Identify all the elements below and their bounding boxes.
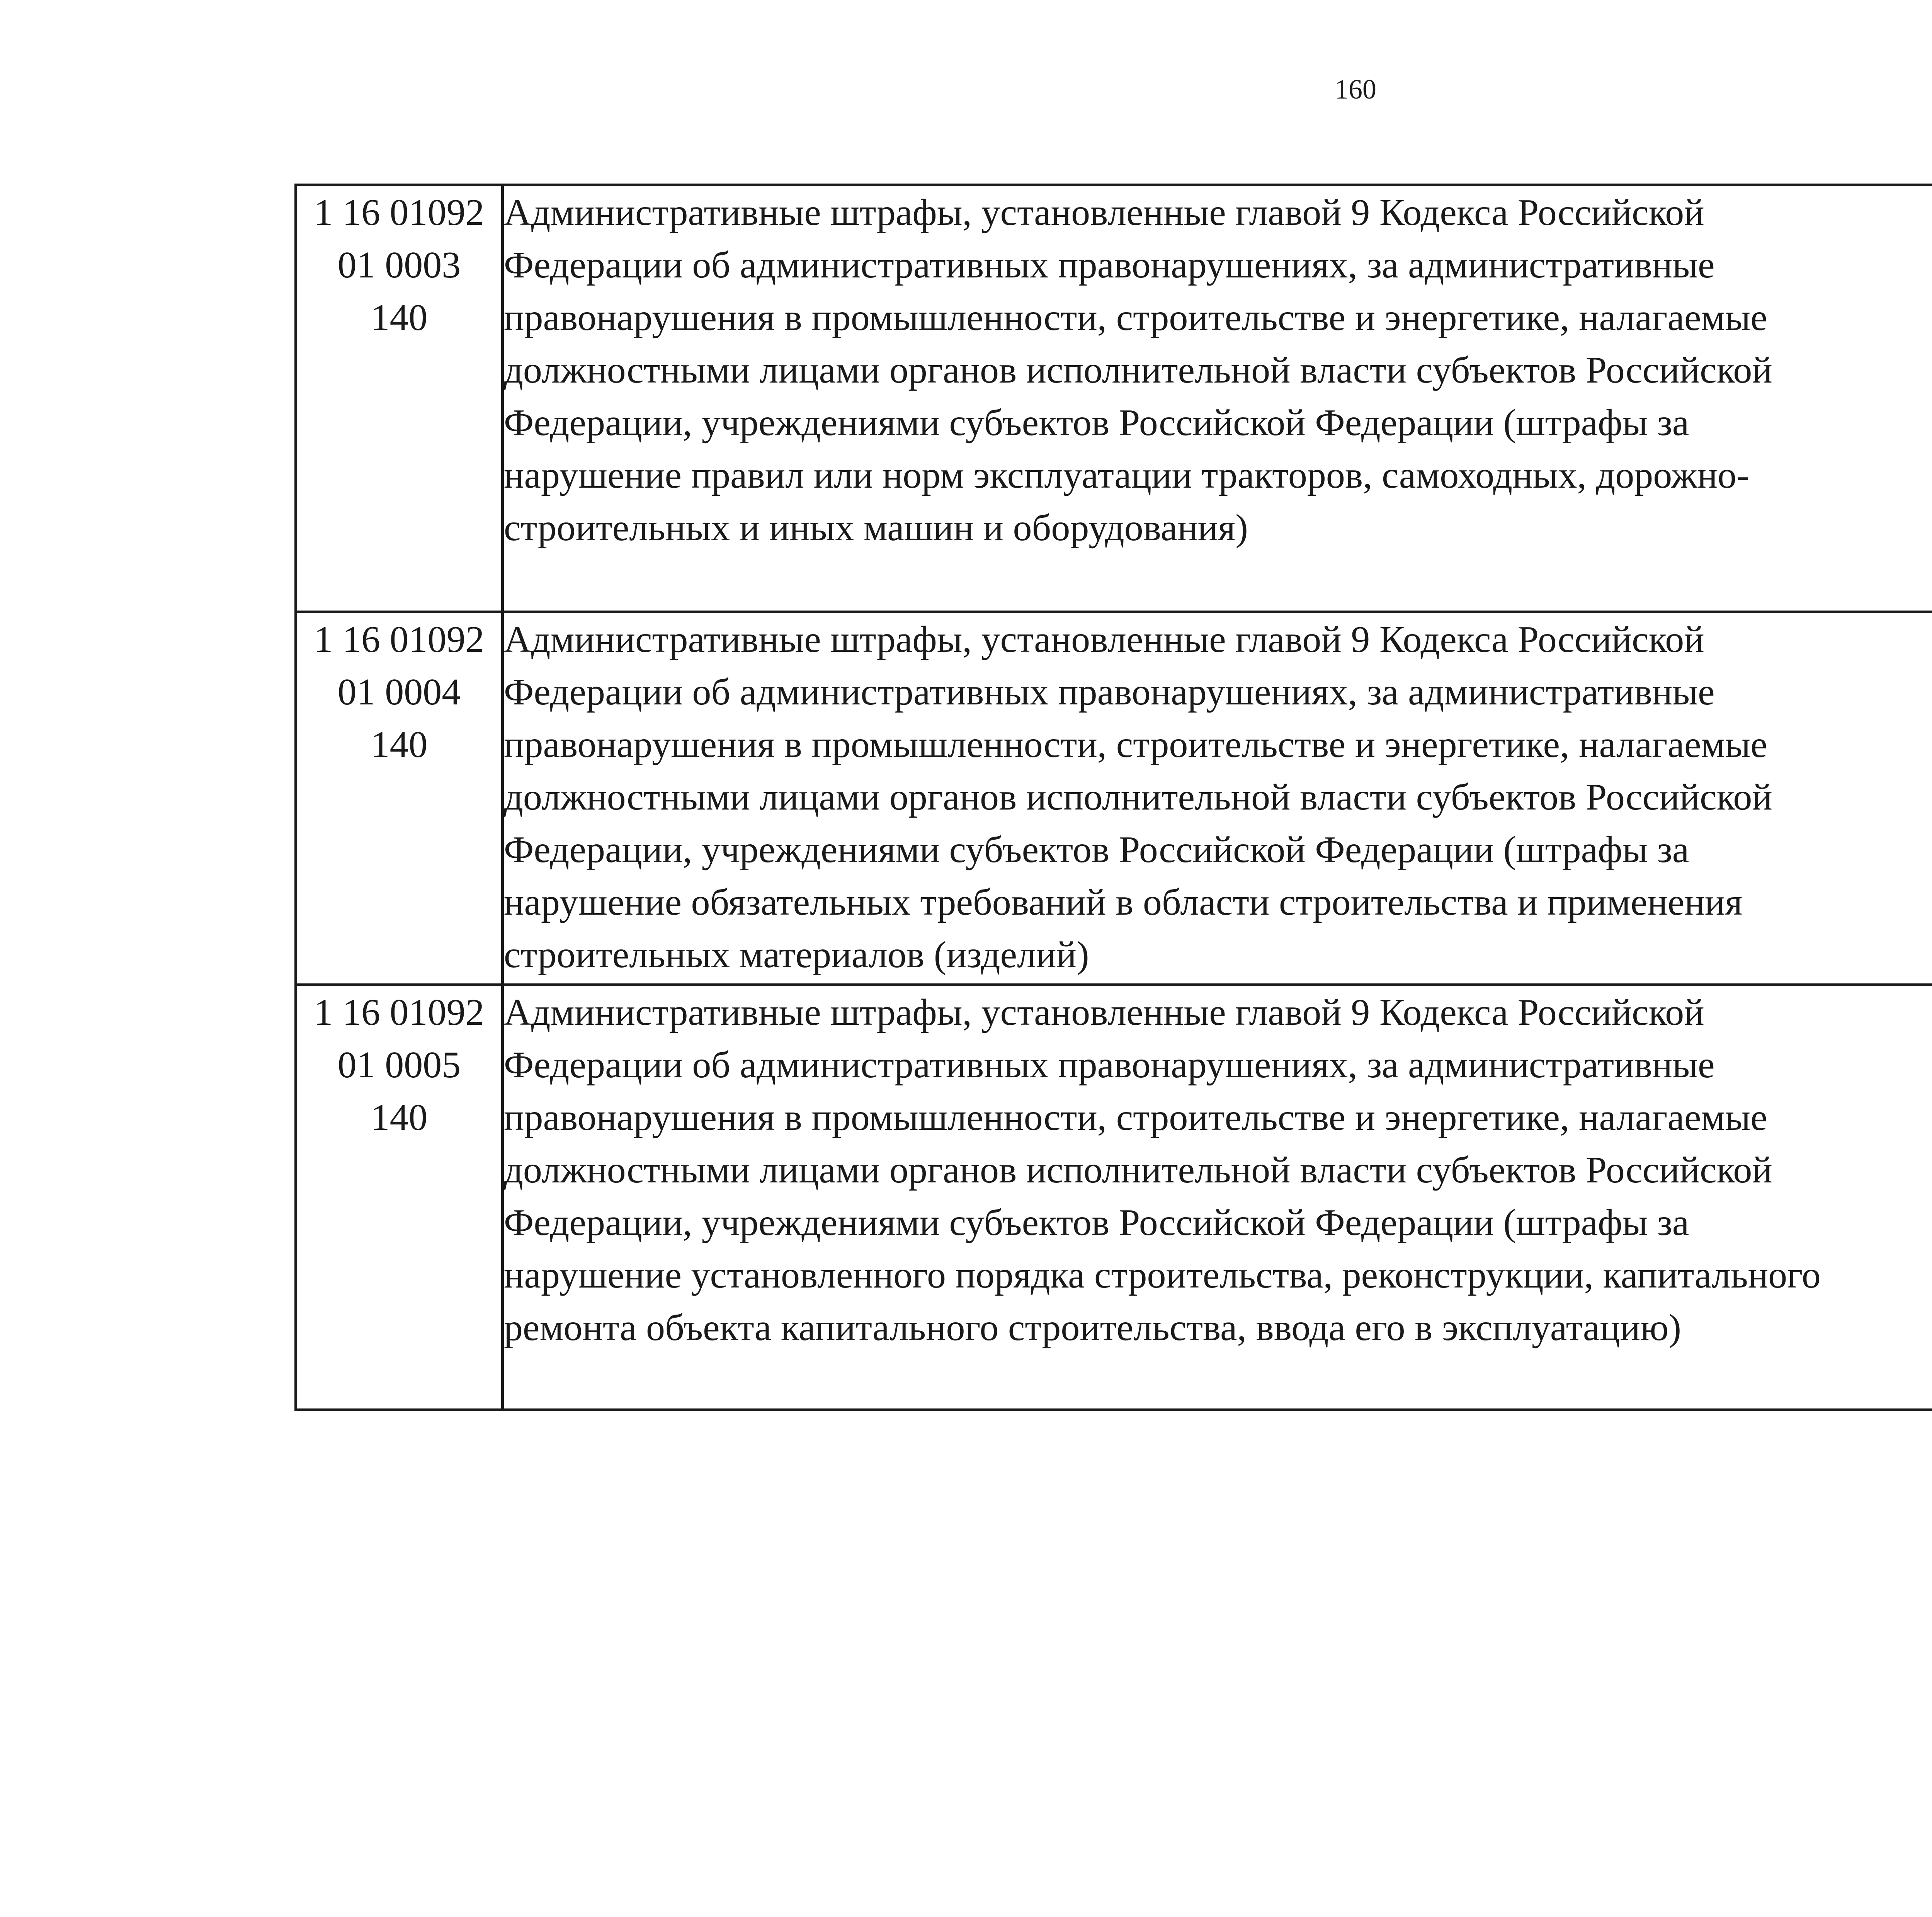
- budget-code-cell: [296, 185, 503, 612]
- description-cell: [503, 185, 1932, 612]
- budget-revenue-table: [294, 184, 1932, 1411]
- description-line: строительных и иных машин и оборудования): [504, 507, 1248, 549]
- description-cell: [503, 985, 1932, 1410]
- table-row: [296, 185, 1932, 612]
- description-line: Федерации об административных правонарушениях, за административные: [504, 244, 1715, 286]
- description-line: правонарушения в промышленности, строительстве и энергетике, налагаемые: [504, 724, 1767, 765]
- description-line: Федерации, учреждениями субъектов Российской Федерации (штрафы за: [504, 829, 1689, 871]
- budget-code-line: 01 0003: [337, 244, 461, 286]
- budget-code-line: 140: [371, 297, 428, 338]
- description-line: Федерации об административных правонарушениях, за административные: [504, 1044, 1715, 1086]
- page-number: 160: [1335, 74, 1376, 105]
- description-line: Федерации, учреждениями субъектов Российской Федерации (штрафы за: [504, 402, 1689, 444]
- description-line: Административные штрафы, установленные главой 9 Кодекса Российской: [504, 992, 1704, 1033]
- description-line: Административные штрафы, установленные главой 9 Кодекса Российской: [504, 192, 1704, 233]
- budget-code-line: 140: [371, 724, 428, 765]
- description-line: строительных материалов (изделий): [504, 934, 1089, 976]
- description-line: должностными лицами органов исполнительной власти субъектов Российской: [504, 1149, 1772, 1191]
- description-cell: [503, 612, 1932, 985]
- budget-code-cell: [296, 985, 503, 1410]
- budget-code-line: 1 16 01092: [314, 192, 485, 233]
- description-line: нарушение правил или норм эксплуатации тракторов, самоходных, дорожно-: [504, 454, 1749, 496]
- budget-code-line: 1 16 01092: [314, 992, 485, 1033]
- budget-code-line: 1 16 01092: [314, 619, 485, 660]
- description-line: Федерации об административных правонарушениях, за административные: [504, 671, 1715, 713]
- description-line: Федерации, учреждениями субъектов Российской Федерации (штрафы за: [504, 1202, 1689, 1243]
- description-line: должностными лицами органов исполнительной власти субъектов Российской: [504, 776, 1772, 818]
- budget-code-line: 140: [371, 1097, 428, 1138]
- description-line: правонарушения в промышленности, строительстве и энергетике, налагаемые: [504, 1097, 1767, 1138]
- description-line: Административные штрафы, установленные главой 9 Кодекса Российской: [504, 619, 1704, 660]
- budget-code-cell: [296, 612, 503, 985]
- description-line: нарушение установленного порядка строительства, реконструкции, капитального: [504, 1254, 1821, 1296]
- description-line: правонарушения в промышленности, строительстве и энергетике, налагаемые: [504, 297, 1767, 338]
- budget-code-line: 01 0005: [337, 1044, 461, 1086]
- table-row: [296, 985, 1932, 1410]
- description-line: ремонта объекта капитального строительства, ввода его в эксплуатацию): [504, 1307, 1681, 1349]
- description-line: должностными лицами органов исполнительной власти субъектов Российской: [504, 349, 1772, 391]
- table-row: [296, 612, 1932, 985]
- budget-code-line: 01 0004: [337, 671, 461, 713]
- description-line: нарушение обязательных требований в области строительства и применения: [504, 881, 1743, 923]
